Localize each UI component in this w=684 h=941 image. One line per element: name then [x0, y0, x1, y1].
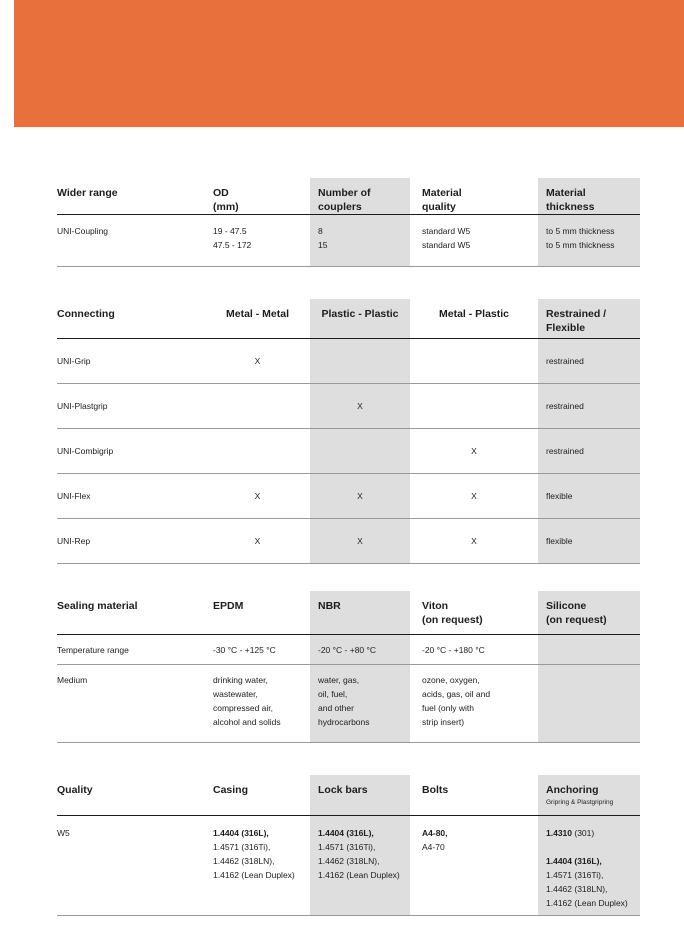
text-line: couplers	[318, 201, 362, 213]
text-line: Material	[422, 187, 462, 199]
text-line: and other	[318, 703, 354, 713]
page-content	[57, 178, 640, 916]
connecting-header-row	[57, 299, 640, 338]
text-line: hydrocarbons	[318, 717, 370, 727]
cell-od	[205, 215, 310, 267]
text-line: 15	[318, 240, 328, 250]
header-bolts	[410, 775, 538, 815]
text-line: wastewater,	[213, 689, 258, 699]
text-line: Metal - Plastic	[438, 308, 510, 320]
header-number-of-couplers	[310, 178, 410, 215]
cell-product-label: UNI-Flex	[57, 473, 205, 518]
text-line: Bolts	[422, 784, 449, 796]
cell-viton-temperature: -20 °C - +180 °C	[410, 635, 538, 665]
anchoring-grade-note: (301)	[572, 827, 595, 838]
header-connecting	[57, 299, 205, 338]
text-line: strip insert)	[422, 717, 465, 727]
text-line: Wider range	[57, 187, 118, 199]
cell-plastic-plastic	[310, 338, 410, 383]
cell-product-label: UNI-Plastgrip	[57, 383, 205, 428]
text-line: Number of	[318, 187, 371, 199]
text-line: Connecting	[57, 308, 115, 320]
anchoring-grade: 1.4310	[546, 827, 572, 838]
cell-quality-label: W5	[57, 815, 205, 915]
cell-material-thickness	[538, 215, 640, 267]
text-line: Quality	[57, 784, 93, 796]
text-line: Silicone	[546, 599, 587, 612]
cell-metal-plastic: X	[410, 518, 538, 563]
text-line: Restrained /	[546, 308, 607, 320]
cell-silicone-medium	[538, 665, 640, 743]
text-line: Sealing material	[57, 599, 138, 612]
cell-metal-metal: X	[205, 473, 310, 518]
header-wider-range	[57, 178, 205, 215]
text-line: EPDM	[213, 599, 244, 612]
text-line: 1.4162 (Lean Duplex)	[546, 897, 628, 908]
header-quality	[57, 775, 205, 815]
text-line: to 5 mm thickness	[546, 240, 615, 250]
text-line: 1.4571 (316Ti),	[546, 869, 604, 880]
text-line: standard W5	[422, 226, 471, 236]
quality-header-row	[57, 775, 640, 815]
text-line: 1.4404 (316L),	[318, 827, 374, 838]
text-line: (on request)	[546, 613, 607, 626]
cell-nbr-medium	[310, 665, 410, 743]
wider-range-header-row	[57, 178, 640, 215]
text-line: NBR	[318, 599, 341, 612]
quality-table	[57, 775, 640, 916]
wider-range-table	[57, 178, 640, 267]
cell-product-label: UNI-Rep	[57, 518, 205, 563]
text-line: 8	[318, 226, 323, 236]
header-metal-metal	[205, 299, 310, 338]
row-temperature-range	[57, 635, 640, 665]
header-viton	[410, 591, 538, 635]
header-nbr	[310, 591, 410, 635]
header-lock-bars	[310, 775, 410, 815]
cell-epdm-temperature: -30 °C - +125 °C	[205, 635, 310, 665]
sealing-header-row	[57, 591, 640, 635]
cell-viton-medium	[410, 665, 538, 743]
text-line: 47.5 - 172	[213, 240, 252, 250]
text-line: 1.4571 (316Ti),	[318, 841, 376, 852]
spacer	[546, 840, 640, 854]
cell-casing	[205, 815, 310, 915]
cell-anchoring	[538, 815, 640, 915]
cell-metal-plastic	[410, 338, 538, 383]
cell-metal-plastic: X	[410, 473, 538, 518]
text-line: A4-70	[422, 841, 445, 852]
cell-metal-metal: X	[205, 518, 310, 563]
cell-couplers	[310, 215, 410, 267]
cell-silicone-temperature	[538, 635, 640, 665]
sealing-material-table	[57, 591, 640, 744]
cell-plastic-plastic: X	[310, 383, 410, 428]
text-line	[546, 826, 640, 840]
text-line: 1.4162 (Lean Duplex)	[318, 869, 400, 880]
header-plastic-plastic	[310, 299, 410, 338]
cell-plastic-plastic: X	[310, 473, 410, 518]
cell-product-label: UNI-Combigrip	[57, 428, 205, 473]
cell-behavior: flexible	[538, 518, 640, 563]
cell-plastic-plastic	[310, 428, 410, 473]
connecting-table	[57, 299, 640, 564]
cell-behavior: restrained	[538, 428, 640, 473]
text-line: (on request)	[422, 613, 483, 626]
row-uni-rep	[57, 518, 640, 563]
cell-metal-metal: X	[205, 338, 310, 383]
text-line: Plastic - Plastic	[321, 308, 399, 320]
cell-row-label: Temperature range	[57, 635, 205, 665]
cell-metal-metal	[205, 383, 310, 428]
text-line: (mm)	[213, 201, 239, 213]
cell-nbr-temperature: -20 °C - +80 °C	[310, 635, 410, 665]
header-silicone	[538, 591, 640, 635]
text-line: compressed air,	[213, 703, 273, 713]
text-line: Lock bars	[318, 784, 368, 796]
header-restrained-flexible	[538, 299, 640, 338]
header-material-quality	[410, 178, 538, 215]
row-uni-grip	[57, 338, 640, 383]
cell-bolts	[410, 815, 538, 915]
text-line: OD	[213, 187, 229, 199]
text-line: thickness	[546, 201, 595, 213]
text-line: acids, gas, oil and	[422, 689, 491, 699]
header-casing	[205, 775, 310, 815]
text-line: drinking water,	[213, 675, 268, 685]
row-medium	[57, 665, 640, 743]
text-line: quality	[422, 201, 456, 213]
row-uni-coupling	[57, 215, 640, 267]
text-line: ozone, oxygen,	[422, 675, 480, 685]
text-line: water, gas,	[318, 675, 360, 685]
text-line: standard W5	[422, 240, 471, 250]
cell-plastic-plastic: X	[310, 518, 410, 563]
text-line: 19 - 47.5	[213, 226, 247, 236]
text-line: oil, fuel,	[318, 689, 348, 699]
text-line: to 5 mm thickness	[546, 226, 615, 236]
text-line: Anchoring	[546, 784, 599, 796]
text-line: Casing	[213, 784, 249, 796]
header-metal-plastic	[410, 299, 538, 338]
text-line: Flexible	[546, 322, 586, 334]
header-anchoring	[538, 775, 640, 815]
text-line: Viton	[422, 599, 449, 612]
cell-row-label: Medium	[57, 665, 205, 743]
cell-metal-plastic: X	[410, 428, 538, 473]
text-line: 1.4404 (316L),	[213, 827, 269, 838]
text-line: 1.4404 (316L),	[546, 855, 602, 866]
orange-header-banner	[14, 0, 684, 127]
row-uni-plastgrip	[57, 383, 640, 428]
text-line: alcohol and solids	[213, 717, 281, 727]
header-od	[205, 178, 310, 215]
cell-material-quality	[410, 215, 538, 267]
cell-behavior: restrained	[538, 383, 640, 428]
text-line: 1.4462 (318LN),	[546, 883, 608, 894]
header-sealing-material	[57, 591, 205, 635]
header-anchoring-subtitle: Gripring & Plastgripring	[546, 799, 614, 806]
text-line: 1.4571 (316Ti),	[213, 841, 271, 852]
cell-behavior: flexible	[538, 473, 640, 518]
row-uni-combigrip	[57, 428, 640, 473]
cell-lock-bars	[310, 815, 410, 915]
header-material-thickness	[538, 178, 640, 215]
header-epdm	[205, 591, 310, 635]
text-line: A4-80,	[422, 827, 448, 838]
text-line: fuel (only with	[422, 703, 474, 713]
text-line: Material	[546, 187, 586, 199]
cell-metal-metal	[205, 428, 310, 473]
row-uni-flex	[57, 473, 640, 518]
text-line: 1.4162 (Lean Duplex)	[213, 869, 295, 880]
cell-product-label: UNI-Grip	[57, 338, 205, 383]
text-line: 1.4462 (318LN),	[213, 855, 275, 866]
text-line: Metal - Metal	[225, 308, 289, 320]
cell-epdm-medium	[205, 665, 310, 743]
cell-product-label: UNI-Coupling	[57, 215, 205, 267]
row-w5	[57, 815, 640, 915]
cell-behavior: restrained	[538, 338, 640, 383]
cell-metal-plastic	[410, 383, 538, 428]
text-line: 1.4462 (318LN),	[318, 855, 380, 866]
